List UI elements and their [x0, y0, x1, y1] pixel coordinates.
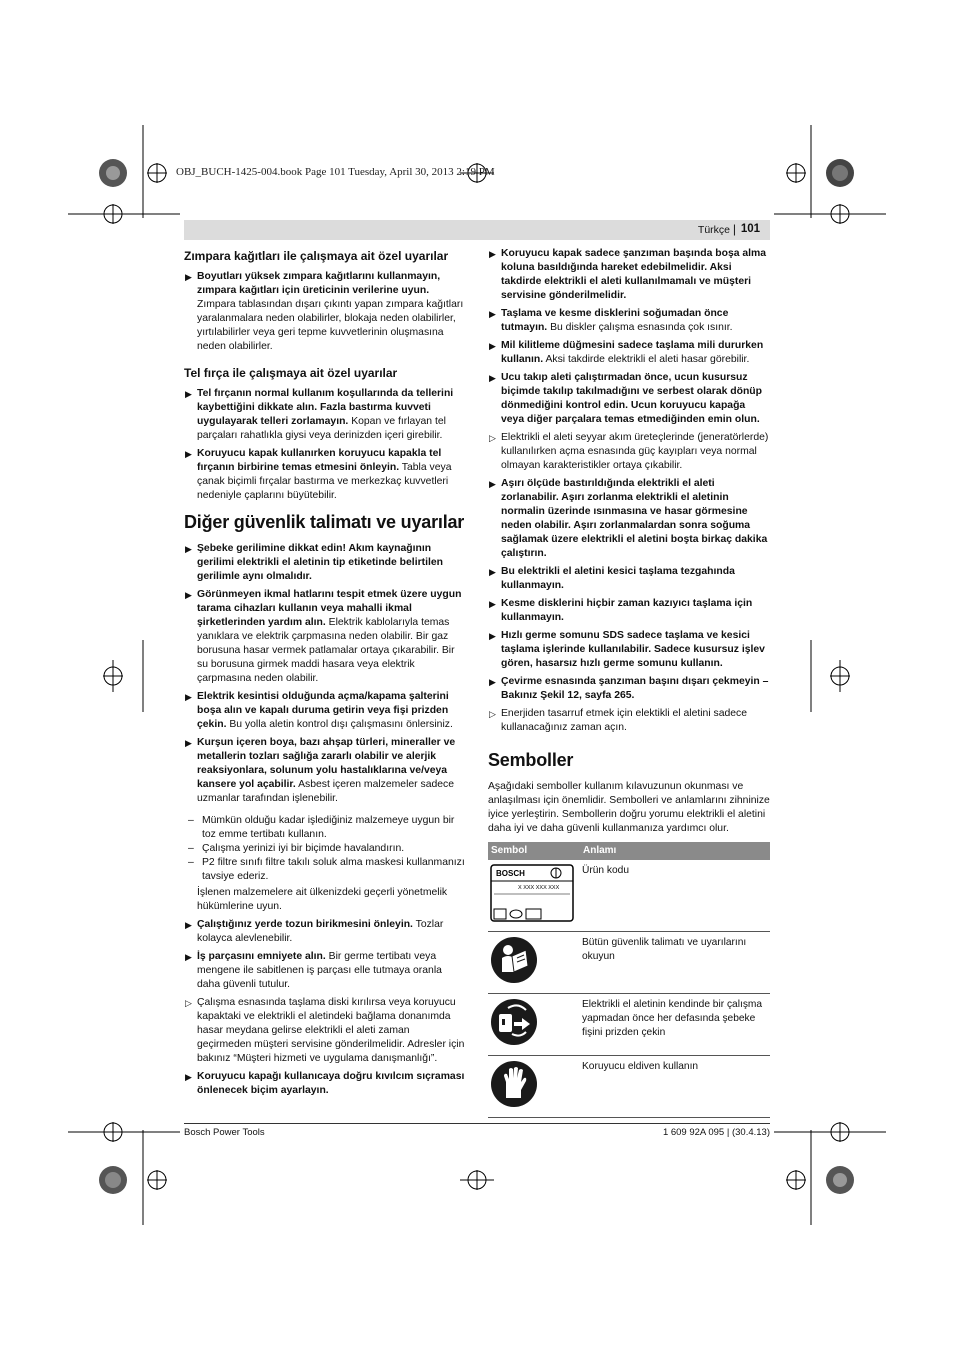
safety-item: ▷ Çalışma esnasında taşlama diski kırılırsa veya koruyucu kapaktaki ve elektrikli el aletindeki bağlama donanımda hasar meydana gelirse elektrikli el aleti zaman geçirmeden müşteri servisine gönderilmelidir. Adresler için bakınız “Müşteri hizmeti ve uygulama danışmanlığı”. [185, 997, 465, 1064]
safety-item: ▶ Çalıştığınız yerde tozun birikmesini önleyin. Tozlar kolayca alevlenebilir. [185, 919, 444, 944]
safety-item: ▶ Bu elektrikli el aletini kesici taşlama tezgahında kullanmayın. [489, 566, 735, 591]
sandpaper-heading: Zımpara kağıtları ile çalışmaya ait özel uyarılar [184, 249, 449, 263]
bullet-triangle-icon: ▶ [185, 590, 192, 600]
bullet-triangle-icon: ▶ [185, 920, 192, 930]
type-plate-icon [490, 864, 574, 922]
symbols-table [488, 842, 770, 1118]
safety-item: ▶ Çevirme esnasında şanzıman başını dışarı çekmeyin – Bakınız Şekil 12, sayfa 265. [489, 676, 769, 701]
safety-item: ▶ Görünmeyen ikmal hatlarını tespit etmek üzere uygun tarama cihazları kullanın veya mahalli ikmal şirketlerinden yardım alın. Elektrik kablolarıyla temas yanıklara ve elektrik çarpmasına neden olabilir. Bir gaz borusuna hasar vermek patlamalar ortaya çıkarabilir. Bir su borusuna girmek maddi hasara veya elektrik çarpmasına neden olabilir. [185, 589, 462, 684]
regulation-note: İşlenen malzemelere ait ülkenizdeki geçerli yönetmelik hükümlerine uyun. [197, 887, 448, 912]
bullet-triangle-icon: ▶ [489, 373, 496, 383]
bullet-triangle-icon: ▶ [185, 1072, 192, 1082]
footer-doc-number: 1 609 92A 095 | (30.4.13) [662, 1127, 770, 1138]
wire-brush-item: ▶ Tel fırçanın normal kullanım koşullarında da tellerini kaybettiğini dikkate alın. Fazla bastırma kuvveti uygulayarak telleri zorlamayın. Kopan ve fırlayan tel parçaları rahatlıkla giysi veya derinizden içeri girebilir. [185, 388, 454, 441]
column-header-symbol: Sembol [488, 842, 580, 860]
bullet-triangle-icon: ▶ [489, 599, 496, 609]
read-manual-icon [490, 936, 538, 984]
symbol-meaning: Ürün kodu [580, 860, 770, 932]
dash-item: – Mümkün olduğu kadar işlediğiniz malzemeye uygun bir toz emme tertibatı kullanın. [188, 815, 455, 840]
safety-item: ▶ Elektrik kesintisi olduğunda açma/kapama şalterini boşa alın ve kapalı duruma getirin veya fişi prizden çekin. Bu yolla aletin kontrol dışı çalışmasını önlersiniz. [185, 691, 453, 730]
bullet-triangle-icon: ▶ [489, 249, 496, 259]
page-header [184, 220, 770, 240]
symbol-meaning: Bütün güvenlik talimatı ve uyarılarını okuyun [580, 932, 770, 994]
bullet-triangle-icon: ▶ [489, 309, 496, 319]
bullet-triangle-icon: ▶ [185, 272, 192, 282]
bullet-triangle-icon: ▶ [489, 567, 496, 577]
safety-item: ▶ Mil kilitleme düğmesini sadece taşlama mili dururken kullanın. Aksi takdirde elektrikli el aleti hasar görebilir. [489, 340, 764, 365]
safety-item: ▷ Elektrikli el aleti seyyar akım üreteçlerinde (jeneratörlerde) kullanılırken açma esnasında güç kayıpları veya normal olmayan karakteristikler ortaya çıkabilir. [489, 432, 769, 471]
bullet-triangle-icon: ▶ [489, 341, 496, 351]
dash-item: – P2 filtre sınıfı filtre takılı soluk alma maskesi kullanmanızı tavsiye ederiz. [188, 857, 465, 882]
safety-item: ▶ İş parçasını emniyete alın. Bir germe tertibatı veya mengene ile sabitlenen iş parçası elle tutmaya oranla daha güvenli tutulur. [185, 951, 442, 990]
sandpaper-item: ▶ Boyutları yüksek zımpara kağıtlarını kullanmayın, zımpara kağıtları için üreticinin verilerine uyun. Zımpara tablasından dışarı çıkıntı yapan zımpara kağıtları yaralanmalara neden olabilirler, blokaja neden olabilirler, yırtılabilirler veya geri tepme kuvvetlerinin oluşmasına neden olabilirler. [185, 271, 464, 352]
safety-item: ▶ Ucu takıp aleti çalıştırmadan önce, ucun kusursuz biçimde takılıp takılmadığını ve serbest olarak dönüp dönmediğini kontrol edin. Ucun koruyucu kapağa veya diğer parçalara temas etmediğinden emin olun. [489, 372, 762, 425]
column-header-meaning: Anlamı [580, 842, 770, 860]
print-info: OBJ_BUCH-1425-004.book Page 101 Tuesday, April 30, 2013 2:19 PM [176, 166, 495, 178]
type-plate-brand: BOSCH [496, 869, 525, 878]
protective-gloves-icon [490, 1060, 538, 1108]
symbol-meaning: Koruyucu eldiven kullanın [580, 1056, 770, 1118]
bullet-triangle-icon: ▶ [185, 544, 192, 554]
left-column [184, 247, 466, 1102]
table-header-row [488, 842, 770, 860]
safety-item: ▶ Hızlı germe somunu SDS sadece taşlama ve kesici taşlama işlerinde kullanılabilir. Sadece kusursuz işlev gören, hasarsız hızlı germe somunu kullanın. [489, 630, 765, 669]
symbol-meaning: Elektrikli el aletinin kendinde bir çalışma yapmadan önce her defasında şebeke fişini prizden çekin [580, 994, 770, 1056]
other-safety-heading: Diğer güvenlik talimatı ve uyarılar [184, 512, 465, 532]
unplug-icon [490, 998, 538, 1046]
safety-item: ▶ Kesme disklerini hiçbir zaman kazıyıcı taşlama için kullanmayın. [489, 598, 753, 623]
bullet-triangle-icon: ▶ [489, 479, 496, 489]
bullet-triangle-icon: ▶ [185, 952, 192, 962]
safety-item: ▶ Koruyucu kapağı kullanıcaya doğru kıvılcım sıçraması önlenecek biçim ayarlayın. [185, 1071, 465, 1096]
table-row [488, 1056, 770, 1118]
wire-brush-item: ▶ Koruyucu kapak kullanırken koruyucu kapakla tel fırçanın birbirine temas etmesini önleyin. Tabla veya çanak biçimli fırçalar bastırma ve merkezkaç kuvvetleri nedeniyle çaplarını büyütebilir. [185, 448, 452, 501]
safety-item: ▶ Taşlama ve kesme disklerini soğumadan önce tutmayın. Bu diskler çalışma esnasında çok ısınır. [489, 308, 733, 333]
safety-item: ▷ Enerjiden tasarruf etmek için elektikli el aletini sadece kullanacağınız zaman açın. [489, 708, 748, 733]
header-separator: | [732, 222, 736, 236]
footer-divider [184, 1123, 770, 1124]
type-plate-number: X XXX XXX XXX [518, 885, 560, 891]
bullet-triangle-icon: ▶ [489, 677, 496, 687]
bullet-triangle-icon: ▶ [185, 738, 192, 748]
wire-brush-heading: Tel fırça ile çalışmaya ait özel uyarılar [184, 366, 398, 380]
table-row [488, 932, 770, 994]
safety-item: ▶ Aşırı ölçüde bastırıldığında elektrikli el aleti zorlanabilir. Aşırı zorlanma elektrikli el aletinin normalin üzerinde ısınmasına ve hasar görmesine neden olabilir. Aşırı zorlanmalardan sonra soğuma sağlamak üzere elektrikli el aletini boşta birkaç dakika çalıştırın. [489, 478, 768, 559]
safety-item: ▶ Koruyucu kapak sadece şanzıman başında boşa alma koluna basıldığında hareket edebilmelidir. Aksi takdirde elektrikli el aleti kullanılmamalı ve müşteri servisine gönderilmelidir. [489, 248, 767, 301]
header-language: Türkçe [697, 224, 730, 236]
table-row [488, 860, 770, 932]
page-number: 101 [740, 223, 760, 235]
symbols-intro: Aşağıdaki semboller kullanım kılavuzunun okunması ve anlaşılması için önemlidir. Sembolleri ve anlamlarını zihninize iyice yerleştirin. Sembollerin doğru yorumu elektrikli el aletini daha iyi ve daha güvenli kullanmanıza yardımcı olur. [488, 781, 770, 834]
right-column [488, 247, 770, 1118]
bullet-outline-icon: ▷ [185, 998, 192, 1008]
safety-item: ▶ Kurşun içeren boya, bazı ahşap türleri, mineraller ve metallerin tozları sağlığa zararlı olabilir ve alerjik reaksiyonlara, solunum yolu hastalıklarına ve/veya kansere yol açabilir. Asbest içeren malzemeler sadece uzmanlar tarafından işlenebilir. [185, 737, 456, 804]
bullet-outline-icon: ▷ [489, 709, 496, 719]
bullet-outline-icon: ▷ [489, 433, 496, 443]
bullet-triangle-icon: ▶ [489, 631, 496, 641]
dash-item: – Çalışma yerinizi iyi bir biçimde havalandırın. [188, 843, 405, 854]
symbols-heading: Semboller [488, 750, 574, 770]
footer-brand: Bosch Power Tools [184, 1127, 265, 1138]
bullet-triangle-icon: ▶ [185, 389, 192, 399]
bullet-triangle-icon: ▶ [185, 449, 192, 459]
bullet-triangle-icon: ▶ [185, 692, 192, 702]
table-row [488, 994, 770, 1056]
safety-item: ▶ Şebeke gerilimine dikkat edin! Akım kaynağının gerilimi elektrikli el aletinin tip etiketinde belirtilen gerilimle aynı olmalıdır. [185, 543, 443, 582]
